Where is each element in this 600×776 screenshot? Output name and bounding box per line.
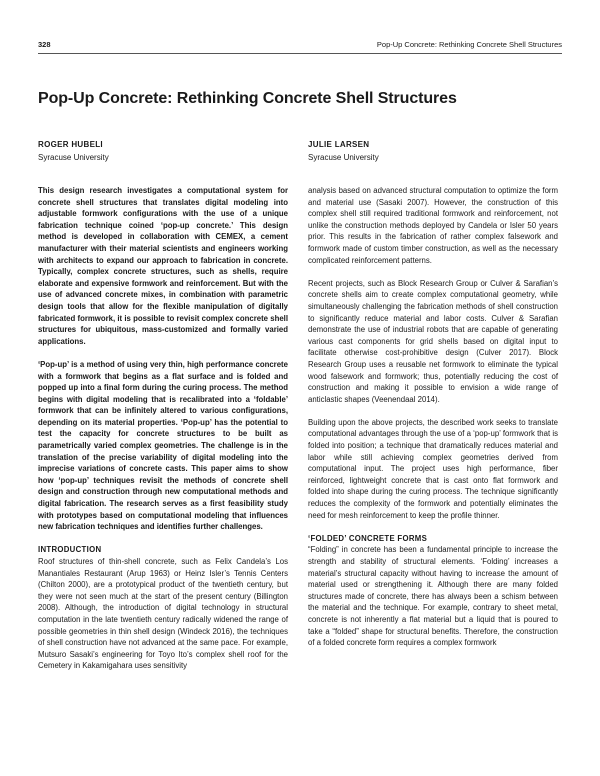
author-affiliation: Syracuse University: [308, 153, 379, 162]
running-head: Pop-Up Concrete: Rethinking Concrete Shell Structures: [376, 40, 562, 49]
body-paragraph: Roof structures of thin-shell concrete, such as Felix Candela’s Los Manantiales Restaurant (Arup 1963) or Heinz Isler’s Tennis Centers (Chilton 2000), are a prototypical product of the twentieth century, but they were not seen much at the start of the present century (Billington 2008). Although, the introduction of digital technology in structural computation in the late twentieth century radically widened the range of possible geometries in thin shell design (Windeck 2016), the techniques of shell construction have not advanced at the same pace. For example, Mutsuro Sasaki’s engineering for Toyo Ito’s complex shell roof for the Cemetery in Kakamigahara uses sensitivity: [38, 557, 288, 671]
abstract-paragraph: This design research investigates a computational system for concrete shell structures that translates digital modeling into adjustable formwork configurations with the use of a unique fabrication technique coined ‘pop-up concrete.’ This design method is developed in collaboration with CEMEX, a cement manufacturer with their material scientists and engineers working with architects to expand our approach to fabrication in concrete. Typically, complex concrete structures, such as shells, require elaborate and expensive formwork and reinforcement. But with the use of advanced concrete mixes, in combination with parametric design tools that allow for the flexible manipulation of digitally fabricated formwork, it is possible to revisit complex concrete shell structures for ubiquitous, mass-customized and formally varied applications.: [38, 186, 288, 346]
body-paragraph: analysis based on advanced structural computation to optimize the form and material use (Sasaki 2007). However, the construction of this complex shell still required traditional formwork and reinforcement, not unlike the construction methods deployed by Candela or Isler 50 years prior. This results in the fabrication of rather complex falsework and formwork made of custom timber construction, as well as the necessary complicated reinforcement patterns.: [308, 186, 558, 265]
page-number: 328: [38, 40, 51, 49]
author-affiliation: Syracuse University: [38, 153, 109, 162]
author-block-1: [38, 138, 109, 164]
left-column: [38, 185, 288, 684]
right-column: [308, 185, 558, 660]
body-paragraph: Building upon the above projects, the described work seeks to translate computational advantages through the use of a ‘pop-up’ formwork that is folded into position; a technique that dramatically reduces material and labor while still achieving complex geometries derived from computational input. The project uses high performance, fiber reinforced, lightweight concrete that is cast onto flat formwork and folded into shape during the curing process. The technique significantly reduces the complexity of the formwork and potentially eliminates the need for mesh reinforcement to keep the profile thinner.: [308, 417, 558, 520]
header-rule: [38, 53, 562, 54]
paper-title: Pop-Up Concrete: Rethinking Concrete Shell Structures: [38, 90, 457, 107]
body-paragraph: “Folding” in concrete has been a fundamental principle to increase the strength and stability of structural elements. ‘Folding’ increases a material’s structural capacity without having to increase the amount of material used or strengthening it. Although there are many folded structures made of concrete, there has always been a schism between the material and the technique. For example, contrary to sheet metal, concrete is not inherently a flat material but a liquid that is poured to take a “folded” shape for structural benefits. Therefore, the construction of a folded concrete form requires a complex formwork: [308, 545, 558, 648]
section-heading: ‘FOLDED’ CONCRETE FORMS: [308, 533, 428, 543]
author-block-2: [308, 138, 379, 164]
section-heading: INTRODUCTION: [38, 545, 102, 555]
abstract-paragraph: ‘Pop-up’ is a method of using very thin, high performance concrete with a formwork that begins as a flat surface and is folded and popped up into a final form during the curing process. The method begins with digital modeling that is recalibrated into a ‘foldable’ formwork that can be infinitely altered to various configurations, depending on its material properties. ‘Pop-up’ has the potential to test the capacity for concrete structures to be built as parametrically varied complex geometries. The challenge is in the translation of the precise variability of digital modeling into the imprecise variations of concrete casts. This paper aims to show how ‘pop-up’ techniques revisit the methods of concrete shell design and construction through new computational methods and digital fabrication. The research serves as a first feasibility study with prototypes based on computational modeling that influences new fabrication techniques and identifies further challenges.: [38, 359, 288, 532]
author-name: JULIE LARSEN: [308, 140, 370, 149]
body-paragraph: Recent projects, such as Block Research Group or Culver & Sarafian’s concrete shells aim to create complex computational geometry, while simultaneously challenging the fabrication methods of shell construction to significantly reduce material and labor costs. Culver & Sarafian demonstrate the use of industrial robots that are capable of generating various cast components for grid shells based on digital input to facilitate otherwise cost-prohibitive design (Culver 2017). Block Research Group uses a reusable net formwork to eliminate the typical wood falsework and formwork; thus, potentially reducing the cost of construction and making it possible to envision a wide range of anticlastic shapes (Veenendaal 2014).: [308, 278, 558, 404]
author-name: ROGER HUBELI: [38, 140, 103, 149]
